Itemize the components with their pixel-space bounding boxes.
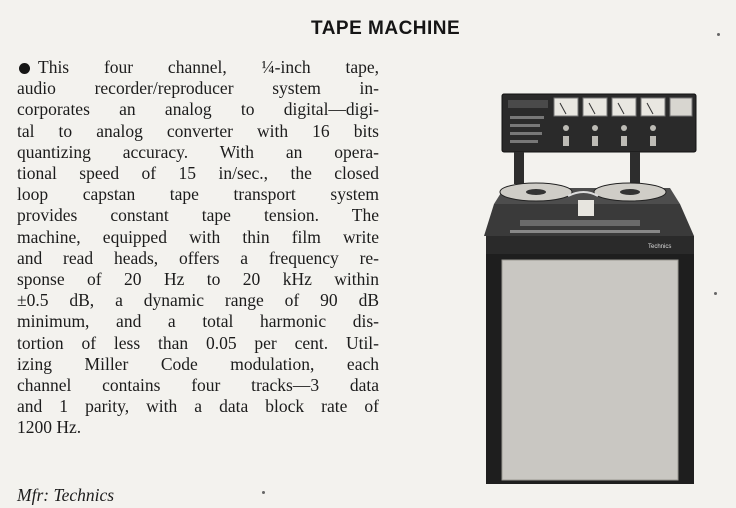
paper-speck: [262, 491, 265, 494]
body-line: minimum, and a total harmonic dis-: [17, 311, 379, 332]
meter-bridge: [502, 94, 696, 152]
body-line: corporates an analog to digital—digi-: [17, 99, 379, 120]
body-line: ±0.5 dB, a dynamic range of 90 dB: [17, 290, 379, 311]
body-line: and 1 parity, with a data block rate of: [17, 396, 379, 417]
body-line: machine, equipped with thin film write: [17, 226, 379, 247]
body-line: and read heads, offers a frequency re-: [17, 247, 379, 268]
body-line: provides constant tape tension. The: [17, 205, 379, 226]
bullet-icon: [19, 63, 30, 74]
body-line: audio recorder/reproducer system in-: [17, 78, 379, 99]
paper-speck: [714, 292, 717, 295]
body-line: tal to analog converter with 16 bits: [17, 120, 379, 141]
body-line: quantizing accuracy. With an opera-: [17, 141, 379, 162]
body-line: izing Miller Code modulation, each: [17, 353, 379, 374]
body-line: sponse of 20 Hz to 20 kHz within: [17, 269, 379, 290]
tape-transport-deck: [484, 183, 694, 236]
paper-speck: [717, 33, 720, 36]
reel-icon: [594, 183, 666, 201]
reel-icon: [500, 183, 572, 201]
body-line: This four channel, ¼-inch tape,: [17, 57, 379, 78]
body-line: 1200 Hz.: [17, 417, 82, 438]
body-line: loop capstan tape transport system: [17, 184, 379, 205]
body-line: channel contains four tracks—3 data: [17, 375, 379, 396]
cabinet-door-panel: [502, 260, 678, 480]
body-line: tional speed of 15 in/sec., the closed: [17, 163, 379, 184]
manufacturer-credit: Mfr: Technics: [17, 485, 115, 505]
article-heading: TAPE MACHINE: [311, 18, 461, 39]
article-body: [17, 57, 379, 439]
tape-recorder-photo: [480, 88, 710, 488]
nameplate-text: Technics: [648, 244, 672, 250]
vu-meter-icons: [554, 98, 692, 116]
body-line: tortion of less than 0.05 per cent. Util-: [17, 332, 379, 353]
cabinet: [486, 236, 694, 484]
